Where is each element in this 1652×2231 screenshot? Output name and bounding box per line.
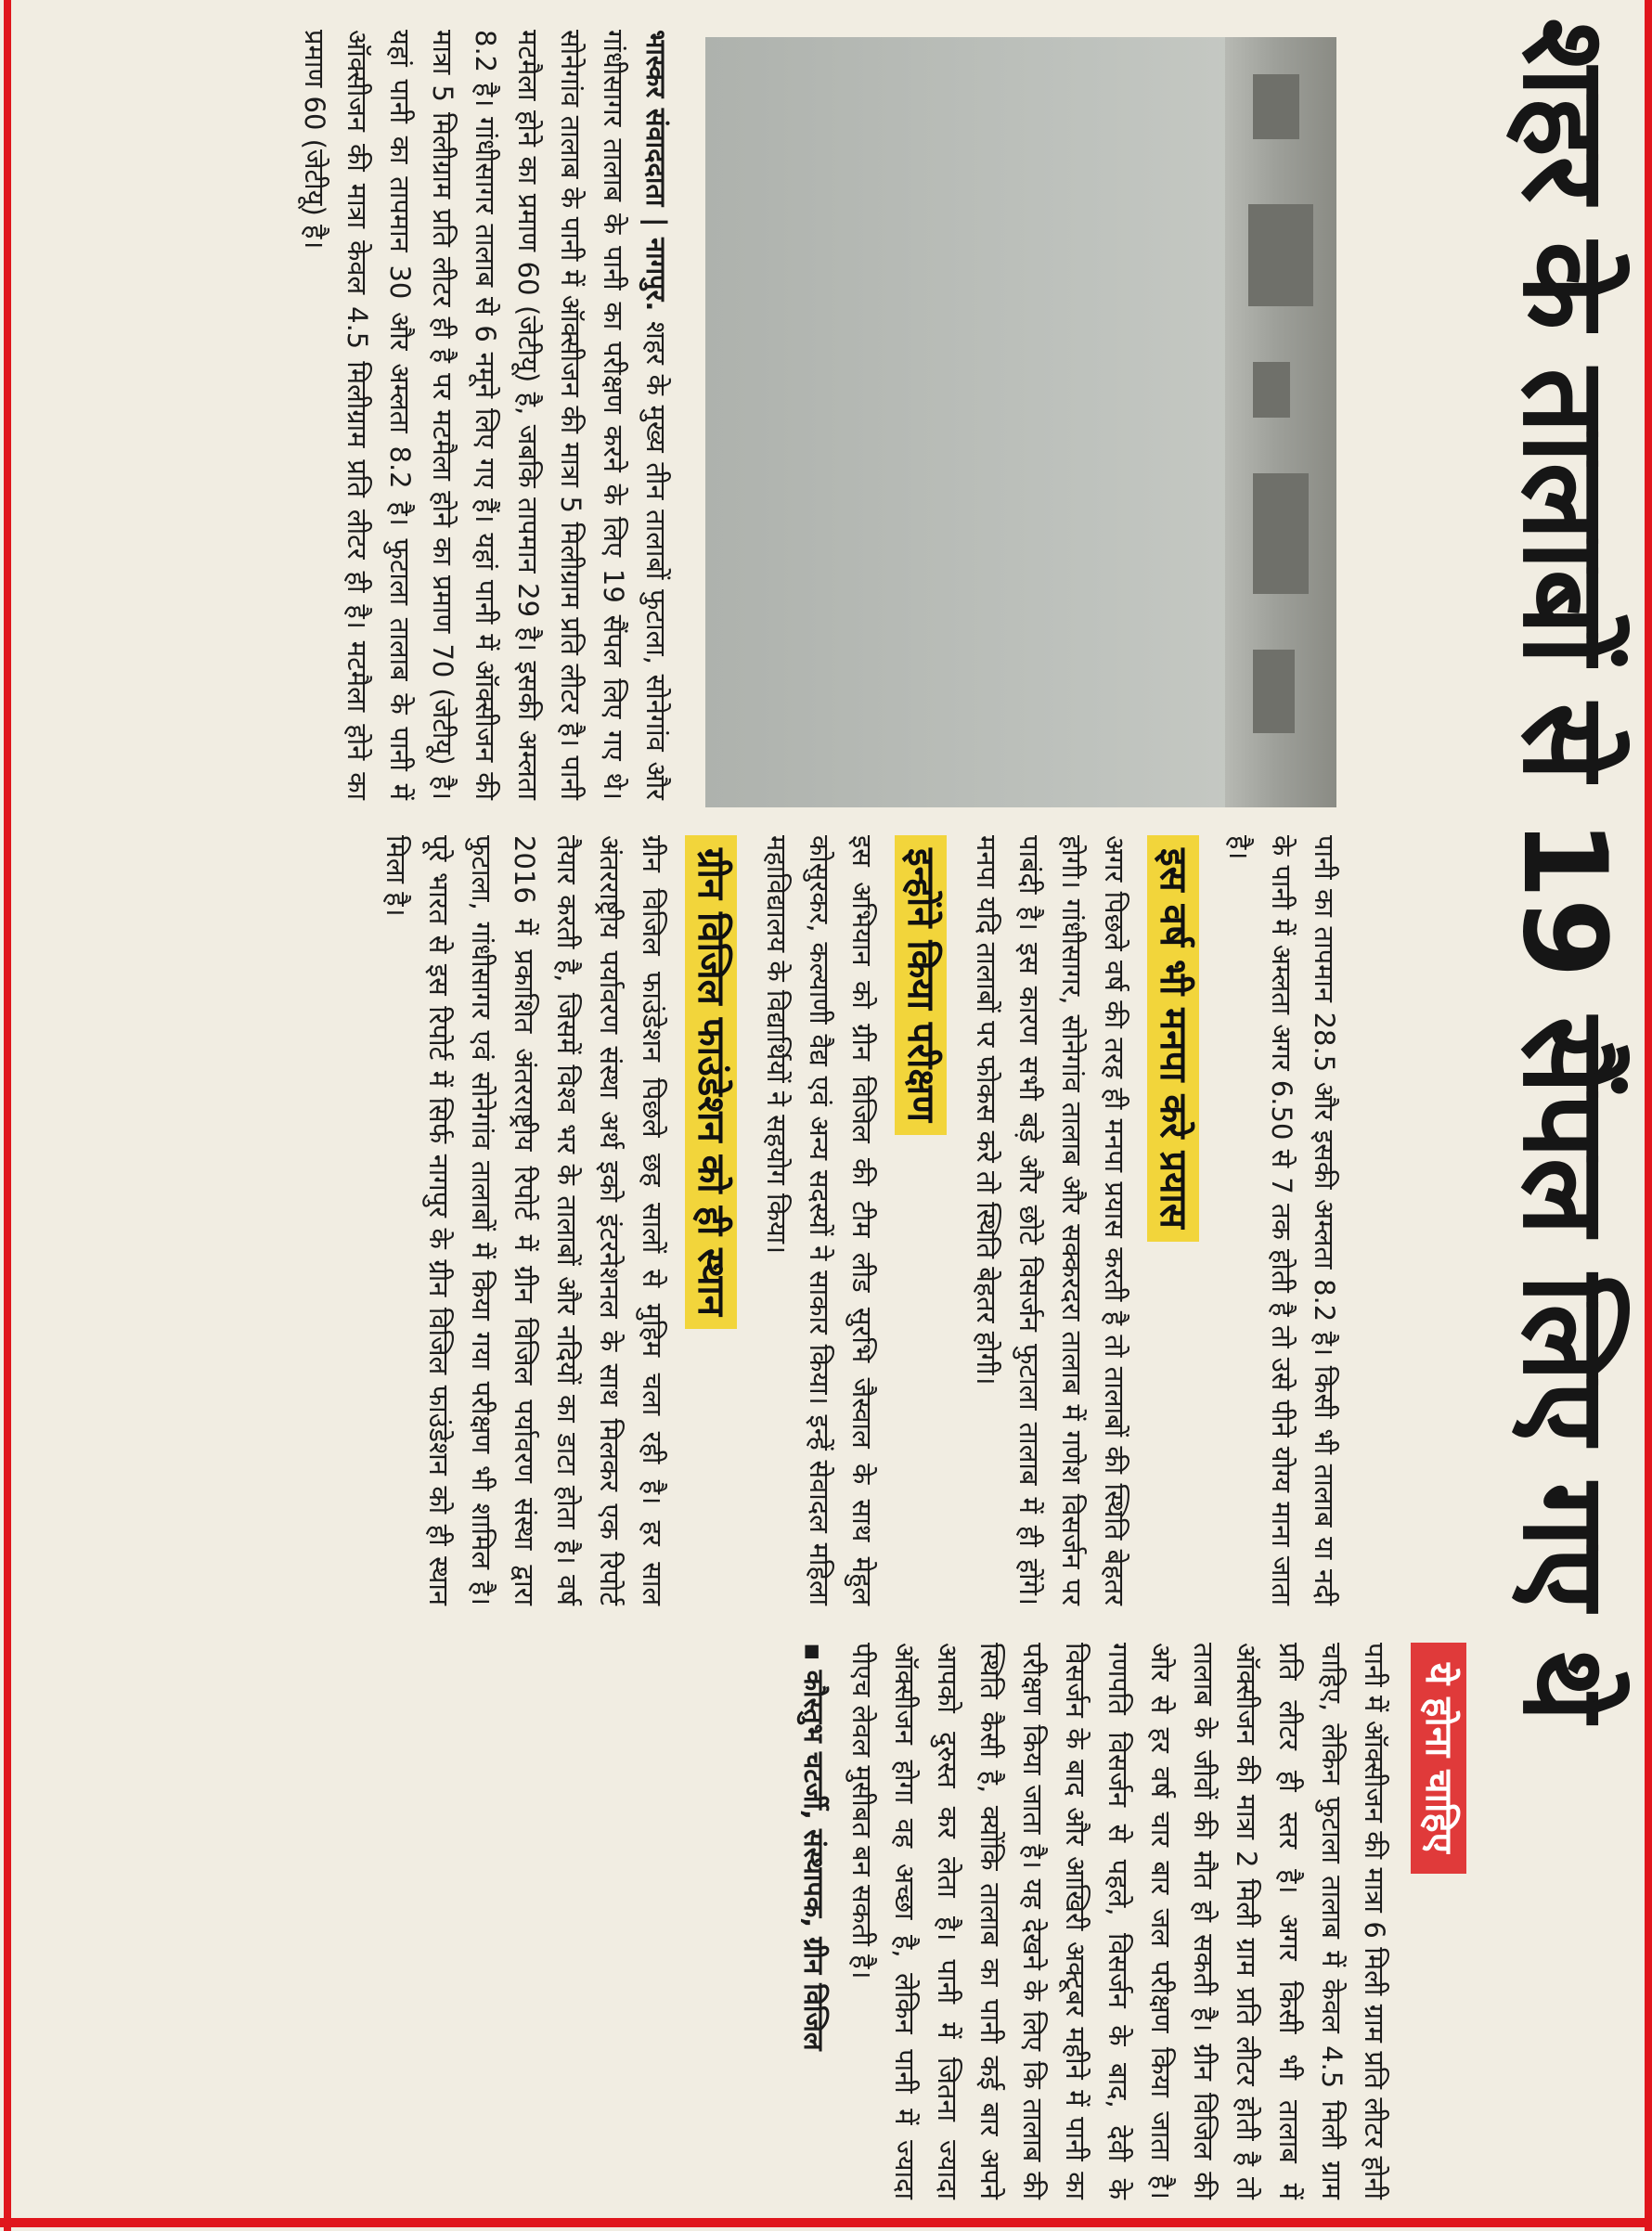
main-body: शहर के मुख्य तीन तालाबों फुटाला, सोनेगांव और गांधीसागर तालाब के पानी का परीक्षण करने के लिए 19 सैंपल लिए गए थे। सोनेगांव तालाब के पानी में ऑक्सीजन की मात्रा 5 मिलीग्राम प्रति लीटर है। पानी मटमैला होने का प्रमाण 60 (जेटीयू) है, जबकि तापमान 29 है। इसकी अम्लता 8.2 है। गांधीसागर तालाब से 6 नमूने लिए गए हैं। यहां पानी में ऑक्सीजन की मात्रा 5 मिलीग्राम प्रति लीटर ही है पर मटमैला होने का प्रमाण 70 (जेटीयू) है। यहां पानी का तापमान 30 और अम्लता 8.2 है। फुटाला तालाब के पानी में ऑक्सीजन की मात्रा केवल 4.5 मिलीग्राम प्रति लीटर ही है। मटमैला होने का प्रमाण 60 (जेटीयू) है। <box>299 30 672 800</box>
main-paragraph <box>293 30 678 800</box>
subheading-testing: इन्होंने किया परीक्षण <box>895 835 947 1135</box>
main-column <box>28 30 678 800</box>
byline: भास्कर संवाददाता | नागपुर. <box>640 30 672 312</box>
building-shape <box>1248 204 1313 306</box>
headline: शहर के तालाबों से 19 सैंपल लिए गए थे <box>1497 19 1631 1722</box>
sidebar-paragraph: पानी में ऑक्सीजन की मात्रा 6 मिली ग्राम प्रति लीटर होनी चाहिए, लेकिन फुटाला तालाब में केवल 4.5 मिली ग्राम प्रति लीटर ही स्तर है। अगर किसी भी तालाब में ऑक्सीजन की मात्रा 2 मिली ग्राम प्रति लीटर होती है तो तालाब के जीवों की मौत हो सकती है। ग्रीन विजिल की ओर से हर वर्ष चार बार जल परीक्षण किया जाता है। गणपति विसर्जन से पहले, विसर्जन के बाद, देवी के विसर्जन के बाद और आखिरी अक्टूबर महीने में पानी का परीक्षण किया जाता है। यह देखने के लिए कि तालाब की स्थिति कैसी है, क्योंकि तालाब का पानी कई बार अपने आपको दुरुस्त कर लेता है। पानी में जितना ज्यादा ऑक्सीजन होगा वह अच्छा है, लेकिन पानी में ज्यादा पीएच लेवल मुसीबत बन सकती है। <box>846 1643 1390 2199</box>
subheading-manpa: इस वर्ष भी मनपा करे प्रयास <box>1147 835 1199 1242</box>
building-shape <box>1253 74 1299 139</box>
sidebar-badge: ये होना चाहिए <box>1411 1643 1466 1874</box>
subheading-green-vigil: ग्रीन विजिल फाउंडेशन को ही स्थान <box>685 835 737 1329</box>
manpa-paragraph: अगर पिछले वर्ष की तरह ही मनपा प्रयास करती है तो तालाबों की स्थिति बेहतर होगी। गांधीसागर, सोनेगांव तालाब और सक्करदरा तालाब में गणेश विसर्जन पर पाबंदी है। इस कारण सभी बड़े और छोटे विसर्जन फुटाला तालाब में ही होंगे। मनपा यदि तालाबों पर फोकस करे तो स्थिति बेहतर होगी। <box>971 835 1130 1606</box>
building-shape <box>1253 473 1309 594</box>
testing-paragraph: इस अभियान को ग्रीन विजिल की टीम लीड सुरभि जैस्वाल के साथ मेहुल कोसुरकर, कल्याणी वैद्य एवं अन्य सदस्यों ने साकार किया। इन्हें सेवादल महिला महाविद्यालय के विद्यार्थियों ने सहयोग किया। <box>761 835 878 1606</box>
green-vigil-paragraph: ग्रीन विजिल फाउंडेशन पिछले छह सालों से मुहिम चला रही है। हर साल अंतरराष्ट्रीय पर्यावरण संस्था अर्थ इको इंटरनेशनल के साथ मिलकर एक रिपोर्ट तैयार करती है, जिसमें विश्व भर के तालाबों और नदियों का डाटा होता है। वर्ष 2016 में प्रकाशित अंतरराष्ट्रीय रिपोर्ट में ग्रीन विजिल पर्यावरण संस्था द्वारा फुटाला, गांधीसागर एवं सोनेगांव तालाबों में किया गया परीक्षण भी शामिल है। पूरे भारत से इस रिपोर्ट में सिर्फ नागपुर के ग्रीन विजिल फाउंडेशन को ही स्थान मिला है। <box>381 835 668 1606</box>
sidebar-column <box>19 1643 1466 2199</box>
middle-column <box>28 835 1346 1606</box>
bottom-border-line <box>4 0 11 2231</box>
building-shape <box>1253 362 1290 418</box>
right-border-line <box>0 2218 1652 2227</box>
quote-author: ▪ कौस्तुभ चटर्जी, संस्थापक, ग्रीन विजिल <box>798 1643 830 2051</box>
intro-paragraph: पानी का तापमान 28.5 और इसकी अम्लता 8.2 है। किसी भी तालाब या नदी के पानी में अम्लता अगर 6.50 से 7 तक होती है तो उसे पीने योग्य माना जाता है। <box>1223 835 1340 1606</box>
building-shape <box>1253 650 1295 733</box>
lake-photo <box>705 37 1336 807</box>
top-border-line <box>1645 0 1652 2231</box>
